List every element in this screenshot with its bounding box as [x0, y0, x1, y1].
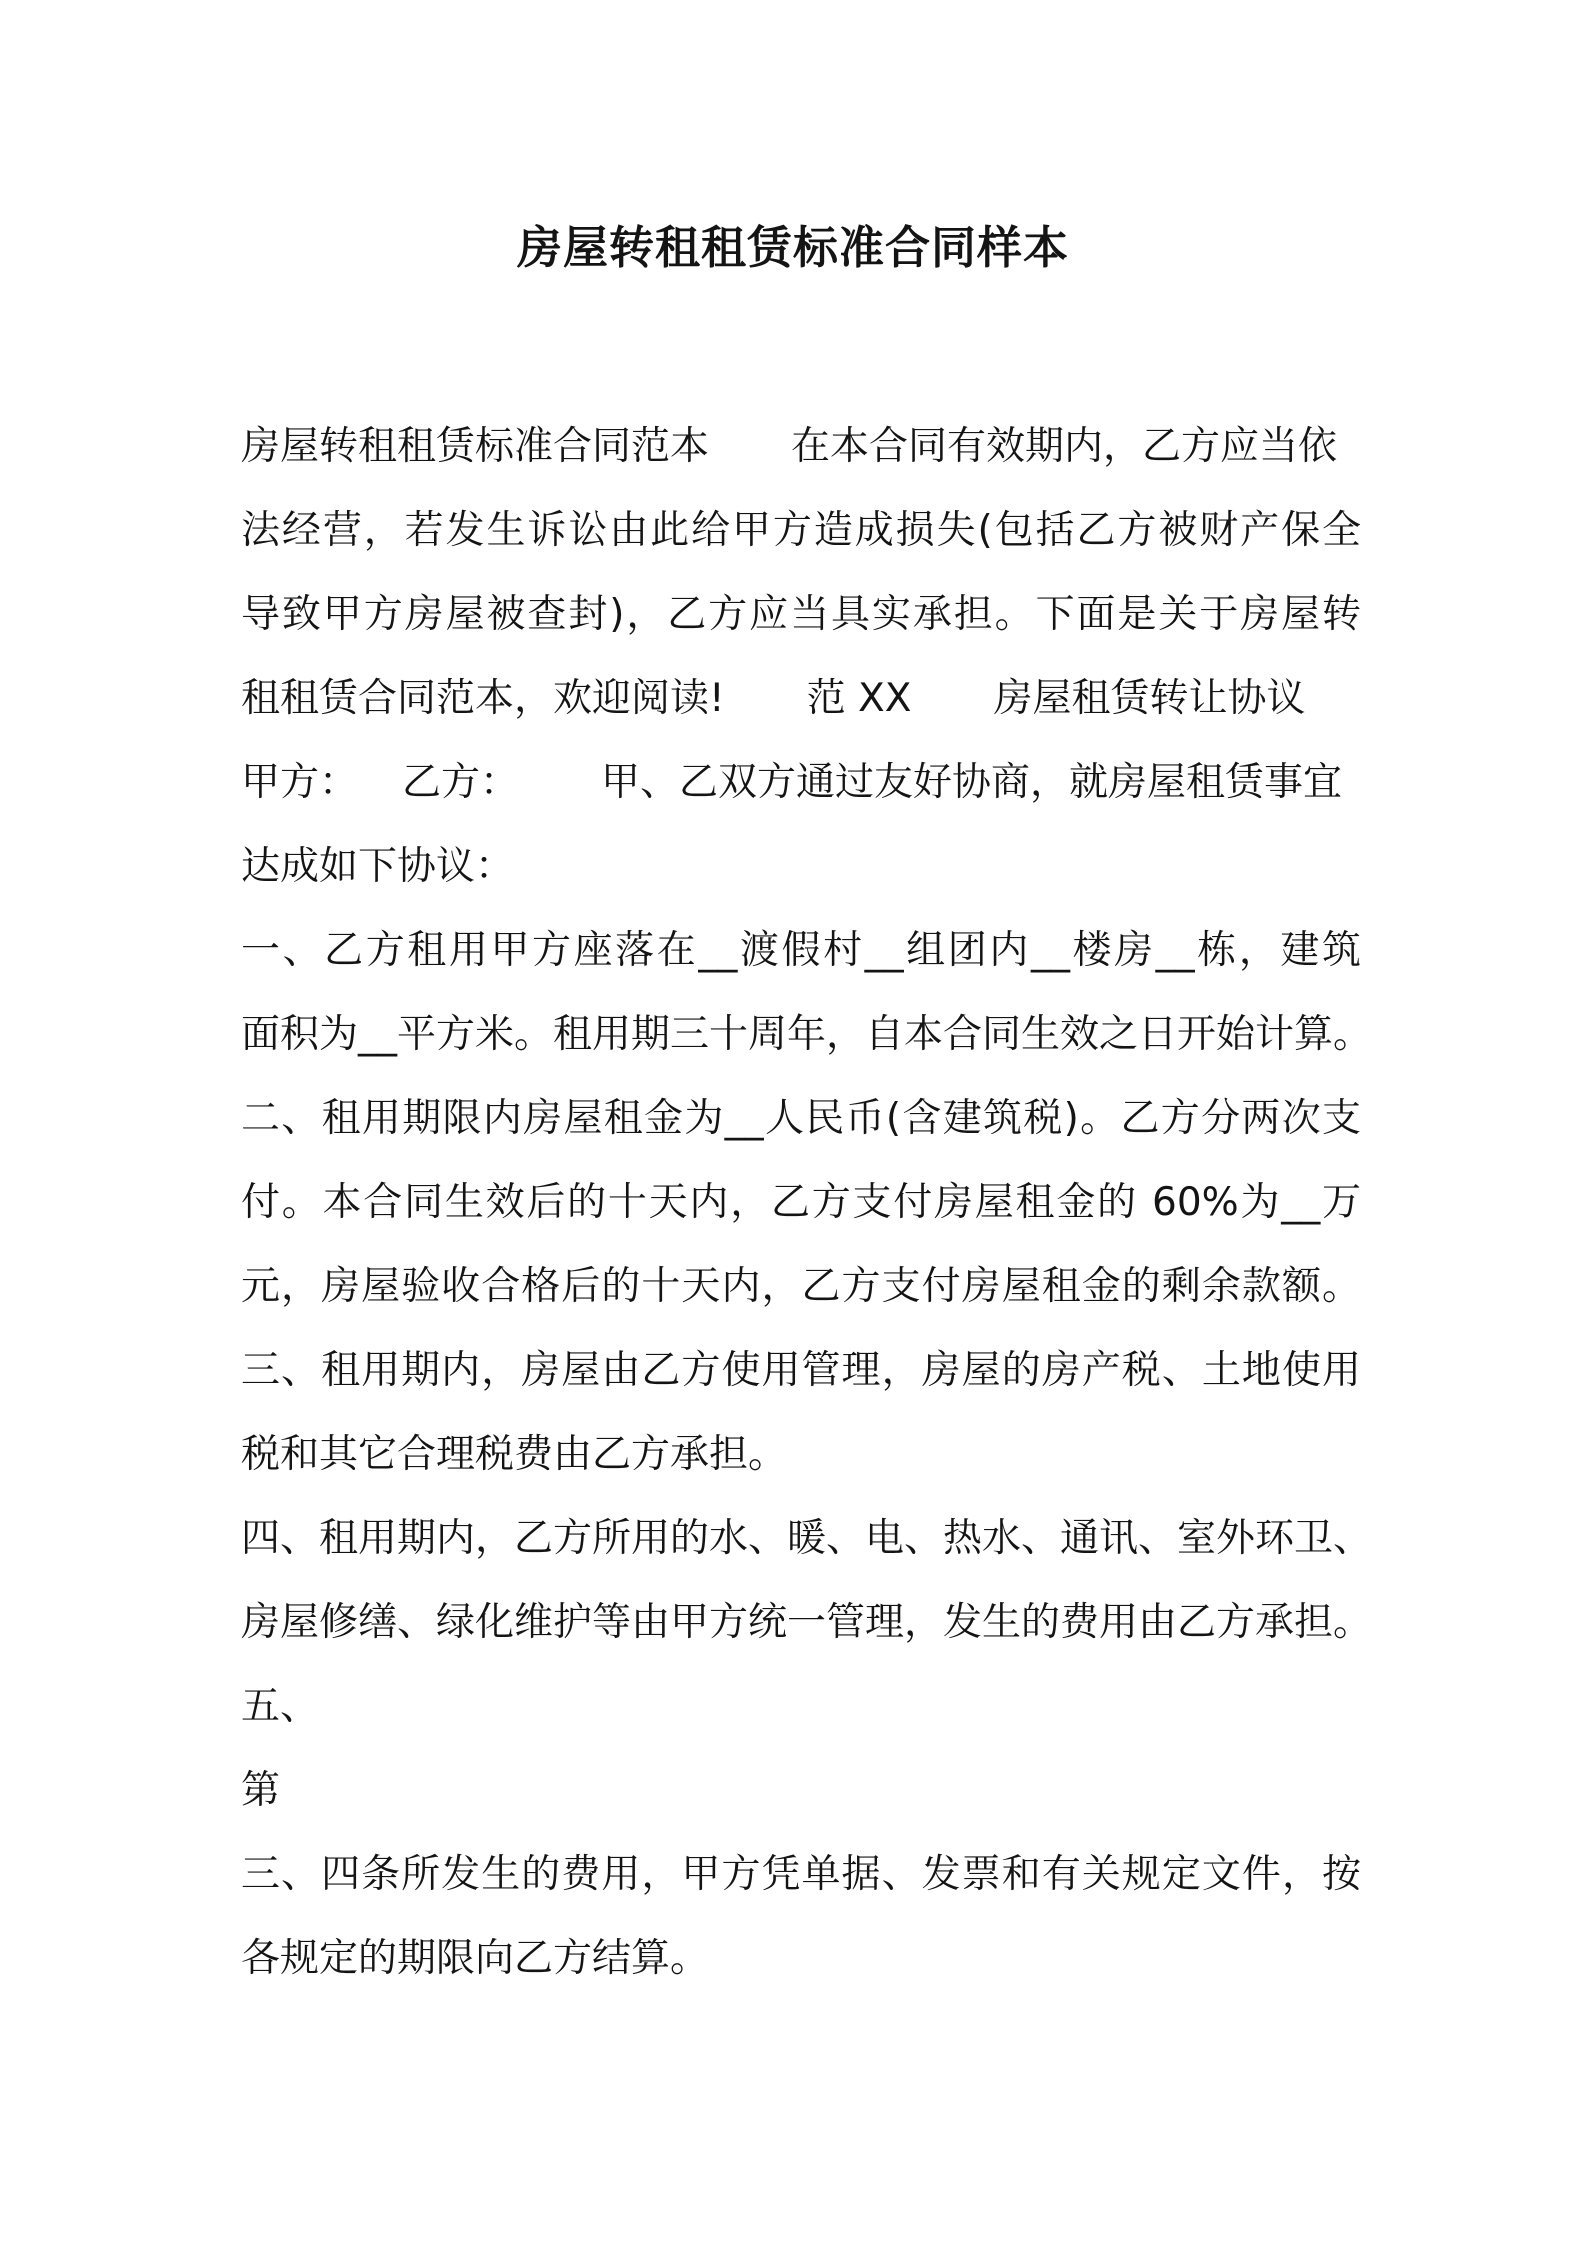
- document-title: 房屋转租租赁标准合同样本: [516, 221, 1069, 274]
- clause-3-line-2: 税和其它合理税费由乙方承担。: [241, 1432, 788, 1477]
- party-b-label: 乙方：: [402, 760, 520, 805]
- clause-4-line-1: 四、租用期内，乙方所用的水、暖、电、热水、通讯、室外环卫、: [241, 1516, 1373, 1561]
- clause-1-line-2: 面积为__平方米。租用期三十周年，自本合同生效之日开始计算。: [241, 1012, 1373, 1057]
- intro-heading: 房屋转租租赁标准合同范本: [241, 424, 710, 469]
- clause-2-line-3: 元，房屋验收合格后的十天内，乙方支付房屋租金的剩余款额。: [241, 1264, 1361, 1309]
- clause-3-line-1: 三、租用期内，房屋由乙方使用管理，房屋的房产税、土地使用: [241, 1348, 1361, 1393]
- body-line-5: 甲方： 乙方： 甲、乙双方通过友好协商，就房屋租赁事宜: [241, 760, 1343, 805]
- sample-number: 范 XX: [806, 676, 912, 721]
- body-line-6: 达成如下协议：: [241, 844, 515, 889]
- clause-5-line-1: 第: [241, 1768, 281, 1813]
- agreement-title: 房屋租赁转让协议: [993, 676, 1306, 721]
- body-line-2: 法经营，若发生诉讼由此给甲方造成损失(包括乙方被财产保全: [241, 508, 1361, 553]
- intro-text: 在本合同有效期内，乙方应当依: [791, 424, 1338, 469]
- clause-1-line-1: 一、乙方租用甲方座落在__渡假村__组团内__楼房__栋，建筑: [241, 928, 1361, 973]
- party-a-label: 甲方：: [241, 760, 359, 805]
- body-line-1: [241, 405, 1361, 489]
- clause-2-line-2: 付。本合同生效后的十天内，乙方支付房屋租金的 60%为__万: [241, 1180, 1361, 1225]
- body-line-4: 租租赁合同范本，欢迎阅读! 范 XX 房屋租赁转让协议: [241, 676, 1306, 721]
- document-body: [241, 405, 1373, 2001]
- clause-4-line-2: 房屋修缮、绿化维护等由甲方统一管理，发生的费用由乙方承担。: [241, 1600, 1373, 1645]
- clause-5-line-3: 各规定的期限向乙方结算。: [241, 1936, 710, 1981]
- body-line-3: 导致甲方房屋被查封)，乙方应当具实承担。下面是关于房屋转: [241, 592, 1361, 637]
- clause-5-heading: 五、: [241, 1684, 320, 1729]
- clause-5-line-2: 三、四条所发生的费用，甲方凭单据、发票和有关规定文件，按: [241, 1852, 1361, 1897]
- clause-2-line-1: 二、租用期限内房屋租金为__人民币(含建筑税)。乙方分两次支: [241, 1096, 1361, 1141]
